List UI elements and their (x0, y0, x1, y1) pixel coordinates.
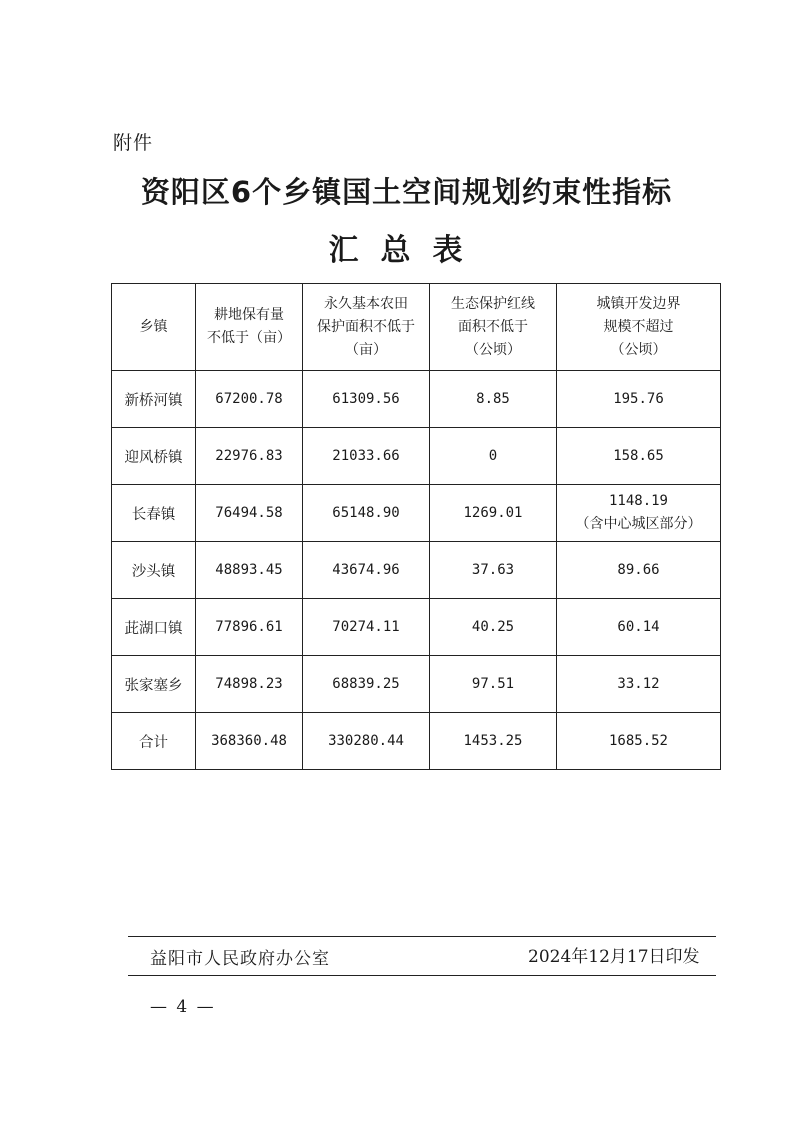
header-basic-farmland (303, 284, 430, 371)
town-cell (112, 485, 196, 542)
table-row (112, 485, 721, 542)
farmland-cell-value: 67200.78 (215, 391, 283, 407)
eco-redline-cell-value: 97.51 (471, 676, 515, 692)
table-header-row (112, 284, 721, 371)
basic-farmland-cell (303, 542, 430, 599)
town-cell (112, 713, 196, 770)
table-row (112, 599, 721, 656)
header-text-line: 永久基本农田 (324, 295, 408, 312)
urban-boundary-cell (557, 485, 721, 542)
town-cell-value: 迎风桥镇 (124, 449, 183, 466)
eco-redline-cell (430, 428, 557, 485)
farmland-cell-value: 74898.23 (215, 676, 283, 692)
table-row (112, 371, 721, 428)
town-cell (112, 428, 196, 485)
eco-redline-cell (430, 599, 557, 656)
farmland-cell-value: 76494.58 (215, 505, 283, 521)
table-row (112, 656, 721, 713)
farmland-cell-value: 48893.45 (215, 562, 283, 578)
eco-redline-cell-value: 37.63 (471, 562, 515, 578)
header-text-line: 面积不低于 (458, 318, 528, 335)
eco-redline-cell-value: 0 (488, 448, 498, 464)
header-text-line: 耕地保有量 (214, 307, 284, 323)
town-cell-value: 长春镇 (131, 506, 176, 523)
document-subtitle: 汇总表 (328, 233, 485, 268)
urban-boundary-cell-value: 33.12 (617, 676, 660, 692)
town-cell (112, 599, 196, 656)
header-text-line: 规模不超过 (603, 318, 674, 335)
header-eco-redline (430, 284, 557, 371)
farmland-cell (196, 542, 303, 599)
header-text-line: （公顷） (610, 341, 667, 358)
basic-farmland-cell-value: 68839.25 (332, 676, 400, 692)
town-cell-value: 茈湖口镇 (124, 620, 183, 637)
urban-boundary-cell (557, 599, 721, 656)
urban-boundary-cell-value: 60.14 (617, 619, 660, 635)
urban-boundary-note: （含中心城区部分） (575, 516, 702, 532)
urban-boundary-cell-value: 1685.52 (608, 733, 668, 749)
eco-redline-cell-value: 1453.25 (463, 733, 523, 749)
table-row (112, 542, 721, 599)
urban-boundary-cell (557, 542, 721, 599)
farmland-cell (196, 713, 303, 770)
town-cell-value: 新桥河镇 (124, 392, 183, 409)
basic-farmland-cell-value: 43674.96 (332, 562, 400, 578)
footer-rule-top (128, 936, 716, 937)
farmland-cell (196, 599, 303, 656)
basic-farmland-cell (303, 656, 430, 713)
basic-farmland-cell (303, 599, 430, 656)
basic-farmland-cell (303, 713, 430, 770)
farmland-cell-value: 77896.61 (215, 619, 283, 635)
header-text-line: 不低于（亩） (207, 330, 291, 346)
farmland-cell-value: 22976.83 (215, 448, 283, 464)
urban-boundary-cell-value: 195.76 (613, 391, 664, 407)
town-cell-value: 沙头镇 (131, 563, 176, 580)
farmland-cell (196, 428, 303, 485)
eco-redline-cell (430, 485, 557, 542)
eco-redline-cell-value: 40.25 (471, 619, 515, 635)
urban-boundary-cell-value: 158.65 (613, 448, 664, 464)
basic-farmland-cell-value: 70274.11 (332, 619, 400, 635)
header-farmland (196, 284, 303, 371)
eco-redline-cell-value: 1269.01 (463, 505, 523, 521)
basic-farmland-cell-value: 61309.56 (332, 391, 400, 407)
basic-farmland-cell-value: 65148.90 (332, 505, 400, 521)
urban-boundary-cell-value: 1148.19 (608, 493, 668, 509)
eco-redline-cell (430, 713, 557, 770)
urban-boundary-cell (557, 371, 721, 428)
header-urban-boundary (557, 284, 721, 371)
table-body (112, 371, 721, 770)
eco-redline-cell (430, 371, 557, 428)
basic-farmland-cell-value: 21033.66 (332, 448, 400, 464)
urban-boundary-cell (557, 656, 721, 713)
farmland-cell (196, 371, 303, 428)
issuer: 益阳市人民政府办公室 (150, 949, 330, 969)
eco-redline-cell (430, 542, 557, 599)
header-town (112, 284, 196, 371)
urban-boundary-cell-value: 89.66 (617, 562, 660, 578)
header-text-line: 城镇开发边界 (596, 295, 681, 312)
footer-rule-bottom (128, 975, 716, 976)
farmland-cell (196, 485, 303, 542)
town-cell (112, 656, 196, 713)
basic-farmland-cell (303, 428, 430, 485)
town-cell (112, 542, 196, 599)
basic-farmland-cell (303, 371, 430, 428)
eco-redline-cell-value: 8.85 (476, 391, 510, 407)
basic-farmland-cell-value: 330280.44 (328, 733, 404, 749)
header-text-line: 保护面积不低于 (317, 318, 415, 335)
table-row (112, 428, 721, 485)
basic-farmland-cell (303, 485, 430, 542)
town-cell (112, 371, 196, 428)
town-cell-value: 合计 (139, 734, 168, 751)
table-total-row (112, 713, 721, 770)
farmland-cell (196, 656, 303, 713)
header-text-line: 生态保护红线 (451, 295, 535, 312)
urban-boundary-cell (557, 713, 721, 770)
page-number: — 4 — (150, 997, 216, 1017)
header-text-line: （亩） (345, 341, 387, 358)
urban-boundary-cell (557, 428, 721, 485)
header-text-line: （公顷） (465, 341, 521, 358)
attachment-label: 附件 (113, 132, 154, 154)
issue-date: 2024年12月17日印发 (528, 947, 700, 967)
town-cell-value: 张家塞乡 (124, 677, 183, 694)
constraint-indicator-table (111, 283, 721, 770)
farmland-cell-value: 368360.48 (211, 733, 287, 749)
document-title: 资阳区6个乡镇国土空间规划约束性指标 (140, 175, 673, 209)
eco-redline-cell (430, 656, 557, 713)
header-text-line: 乡镇 (139, 318, 168, 335)
